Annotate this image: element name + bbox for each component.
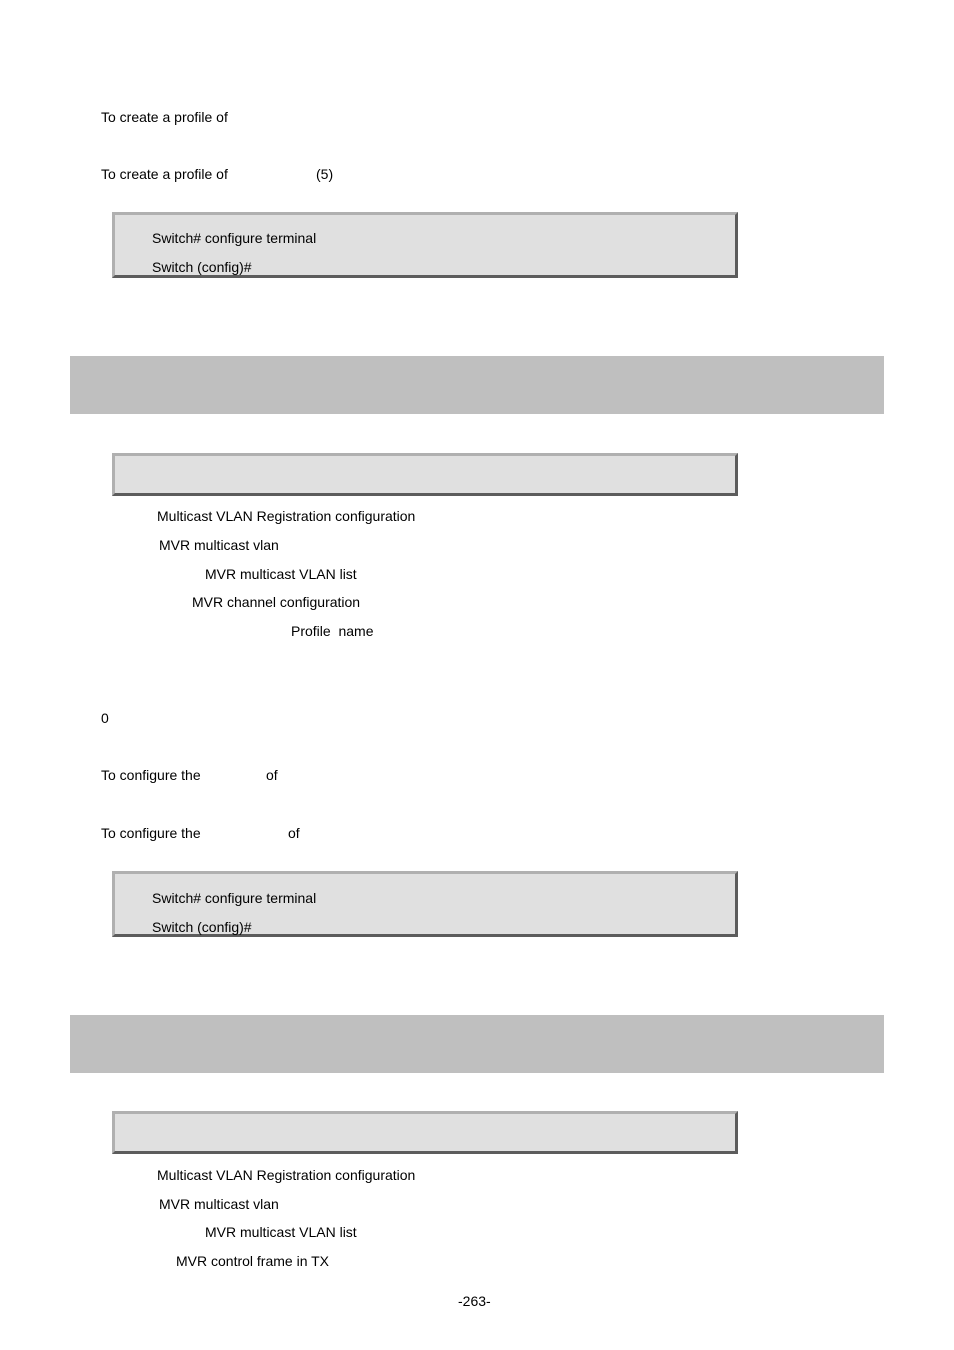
syntax-item: MVR multicast vlan: [159, 1196, 279, 1212]
usage-line-2-suffix: of: [288, 825, 300, 841]
usage-line-1: To configure the: [101, 767, 201, 783]
section-header-band: [70, 356, 884, 414]
example-line-2: Switch (config)#: [152, 259, 252, 275]
usage-line-2: To create a profile of: [101, 166, 228, 182]
example-line-2: Switch (config)#: [152, 919, 252, 935]
usage-line-1: To create a profile of: [101, 109, 228, 125]
syntax-item: MVR channel configuration: [192, 594, 361, 610]
section-header-band: [70, 1015, 884, 1073]
example-line-1: Switch# configure terminal: [152, 890, 317, 906]
syntax-item: Multicast VLAN Registration configuration: [157, 1167, 416, 1183]
example-code-box: [112, 871, 738, 937]
example-code-box: [112, 212, 738, 278]
syntax-item: MVR control frame in TX: [176, 1253, 330, 1269]
page-number: -263-: [458, 1293, 491, 1309]
usage-line-2: To configure the: [101, 825, 201, 841]
default-value: 0: [101, 710, 109, 726]
command-syntax-box: [112, 453, 738, 496]
usage-line-1-suffix: of: [266, 767, 278, 783]
syntax-item: Multicast VLAN Registration configuration: [157, 508, 416, 524]
example-line-1: Switch# configure terminal: [152, 230, 317, 246]
syntax-item: MVR multicast vlan: [159, 537, 279, 553]
syntax-item: MVR multicast VLAN list: [205, 566, 357, 582]
command-syntax-box: [112, 1111, 738, 1154]
syntax-item: Profile name: [291, 623, 374, 639]
usage-line-2-suffix: (5): [316, 166, 334, 182]
syntax-item: MVR multicast VLAN list: [205, 1224, 357, 1240]
